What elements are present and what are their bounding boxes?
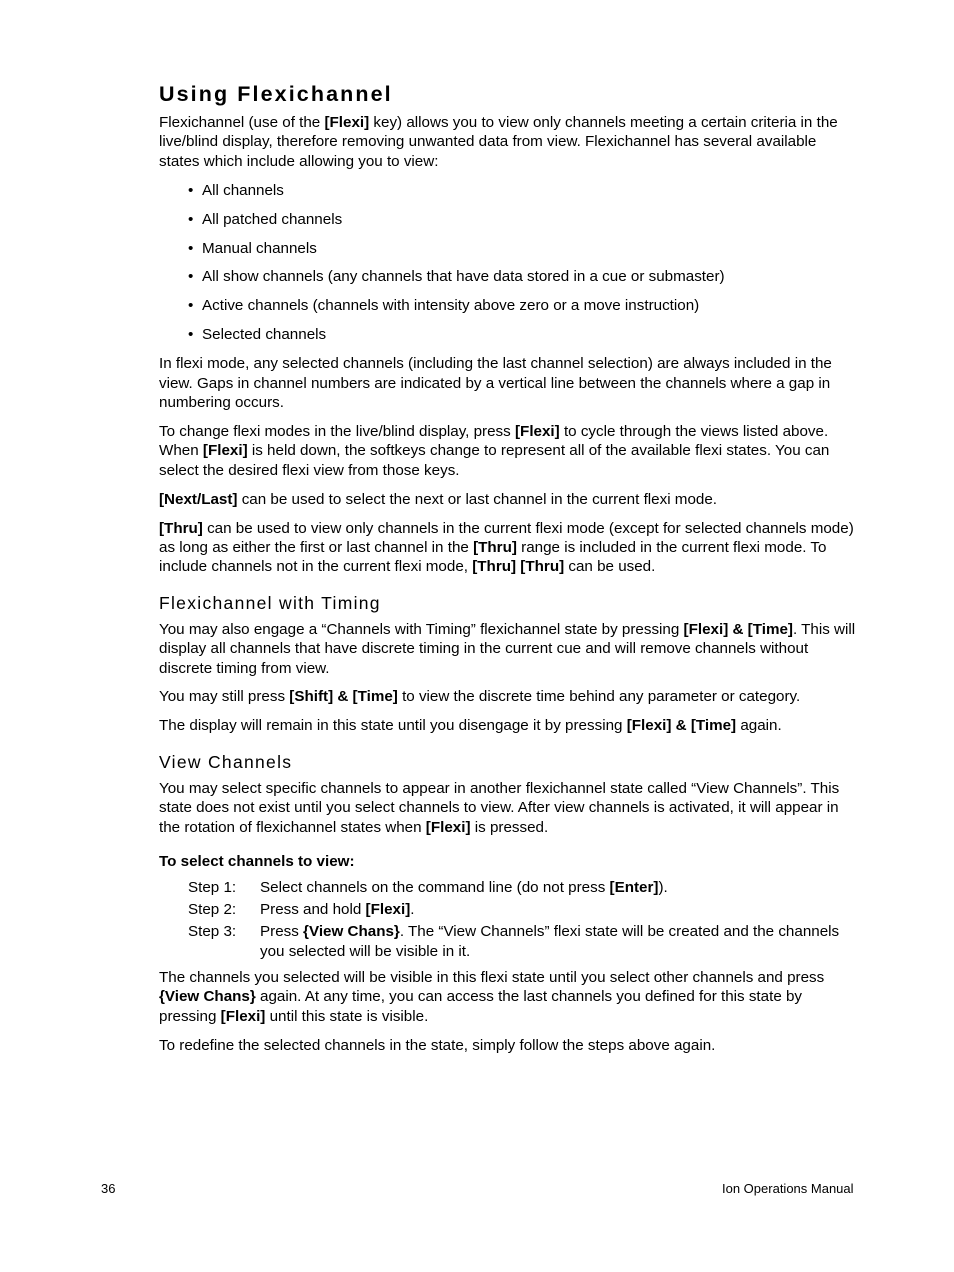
key-label: [Shift] & [Time] xyxy=(289,688,398,706)
key-label: [Flexi] & [Time] xyxy=(626,717,737,735)
page-number: 36 xyxy=(101,1181,116,1196)
list-item: • All show channels (any channels that have data stored in a cue or submaster) xyxy=(188,268,725,286)
step-2 xyxy=(159,900,859,919)
list-item: • All patched channels xyxy=(188,210,343,228)
step-number: Step 2: xyxy=(188,900,237,918)
procedure-title: To select channels to view: xyxy=(159,852,355,870)
key-label: [Thru] xyxy=(159,519,203,537)
list-item: • All channels xyxy=(188,181,284,199)
view-channels-paragraph-3: To redefine the selected channels in the state, simply follow the steps above again. xyxy=(159,1036,716,1054)
next-last-paragraph: [Next/Last] can be used to select the next or last channel in the current flexi mode. xyxy=(159,490,718,508)
bullet-icon: • xyxy=(188,181,194,199)
manual-title: Ion Operations Manual xyxy=(722,1181,854,1196)
change-mode-paragraph: To change flexi modes in the live/blind display, press [Flexi] to cycle through the views listed above. When [Flexi] is held down, the softkeys change to represent all of the available flexi states. You can select the desired flexi view from those keys. xyxy=(159,422,830,479)
key-label: {View Chans} xyxy=(159,988,256,1006)
intro-paragraph: Flexichannel (use of the [Flexi] key) allows you to view only channels meeting a certain criteria in the live/blind display, therefore removing unwanted data from view. Flexichannel has several available states which include allowing you to view: xyxy=(159,114,838,170)
procedure-steps xyxy=(159,878,859,961)
bullet-icon: • xyxy=(188,239,194,257)
page-content xyxy=(159,80,859,1065)
section-heading: Using Flexichannel xyxy=(159,82,393,106)
key-label: [Flexi] xyxy=(514,422,560,440)
step-text: Press and hold [Flexi]. xyxy=(260,900,415,918)
list-item: • Selected channels xyxy=(188,326,327,344)
key-label: [Flexi] xyxy=(202,442,248,460)
timing-heading: Flexichannel with Timing xyxy=(159,592,381,613)
view-channels-paragraph-2: The channels you selected will be visible in this flexi state until you select other channels and press {View Chans} again. At any time, you can access the last channels you defined for this state by pressing [Flexi] until this state is visible. xyxy=(159,969,825,1025)
step-text: Press {View Chans}. The “View Channels” flexi state will be created and the channels you selected will be visible in it. xyxy=(260,923,840,960)
timing-paragraph-3: The display will remain in this state until you disengage it by pressing [Flexi] & [Time] again. xyxy=(159,717,782,735)
bullet-icon: • xyxy=(188,268,194,286)
key-label: [Flexi] xyxy=(220,1007,266,1025)
key-label: [Flexi] xyxy=(365,900,411,918)
step-number: Step 1: xyxy=(188,879,237,897)
step-number: Step 3: xyxy=(188,923,237,941)
bullet-icon: • xyxy=(188,297,194,315)
step-1 xyxy=(159,878,859,897)
list-item: • Manual channels xyxy=(188,239,317,257)
flexi-mode-paragraph: In flexi mode, any selected channels (including the last channel selection) are always included in the view. Gaps in channel numbers are indicated by a vertical line between the channels where a gap in numbering occurs. xyxy=(159,355,832,411)
step-3 xyxy=(159,922,859,961)
key-label: [Flexi] & [Time] xyxy=(683,620,793,638)
key-label: [Next/Last] xyxy=(159,490,238,508)
key-label: [Thru] xyxy=(473,538,517,556)
timing-paragraph-1: You may also engage a “Channels with Timing” flexichannel state by pressing [Flexi] & [Time]. This will display all channels that have discrete timing in the current cue and will remove channels without discrete timing from view. xyxy=(159,620,856,677)
view-channels-heading: View Channels xyxy=(159,751,293,772)
bullet-icon: • xyxy=(188,326,194,344)
key-label: [Thru] [Thru] xyxy=(472,558,565,576)
bullet-icon: • xyxy=(188,210,194,228)
thru-paragraph: [Thru] can be used to view only channels in the current flexi mode (except for selected channels mode) as long as either the first or last channel in the [Thru] range is included in the current flexi mode. To include channels not in the current flexi mode, [Thru] [Thru] can be used. xyxy=(159,519,854,576)
step-text: Select channels on the command line (do not press [Enter]). xyxy=(260,879,668,897)
key-label: [Flexi] xyxy=(324,114,370,131)
timing-paragraph-2: You may still press [Shift] & [Time] to view the discrete time behind any parameter or category. xyxy=(159,688,801,706)
key-label: [Enter] xyxy=(609,879,659,897)
list-item: • Active channels (channels with intensity above zero or a move instruction) xyxy=(188,297,700,315)
view-channels-paragraph-1: You may select specific channels to appear in another flexichannel state called “View Channels”. This state does not exist until you select channels to view. After view channels is activated, it will appear in the rotation of flexichannel states when [Flexi] is pressed. xyxy=(159,779,840,836)
key-label: {View Chans} xyxy=(303,923,400,941)
key-label: [Flexi] xyxy=(425,818,471,836)
flexi-states-list xyxy=(159,181,859,345)
